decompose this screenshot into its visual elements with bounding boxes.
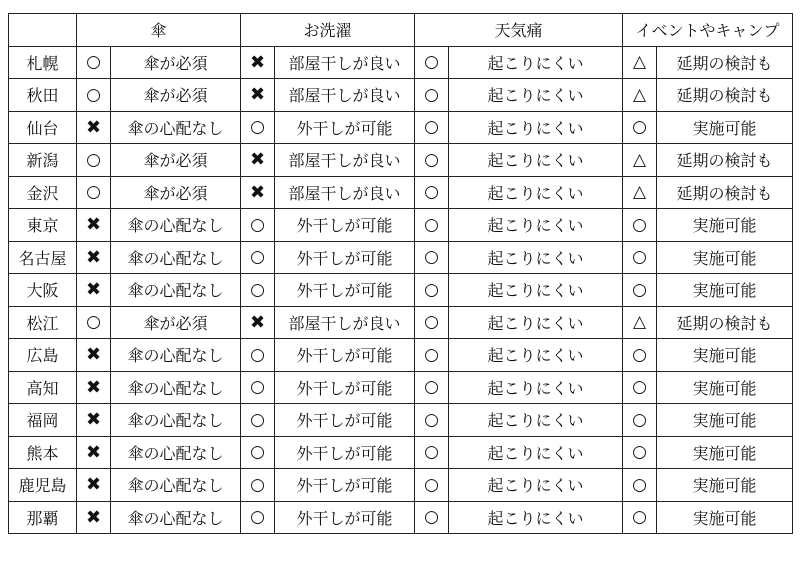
city-name: 鹿児島 [9, 469, 77, 502]
laundry-circle-mark: ○ [241, 339, 275, 372]
table-row [9, 371, 793, 404]
umbrella-text: 傘が必須 [111, 176, 241, 209]
city-name: 福岡 [9, 404, 77, 437]
event-text: 延期の検討も [657, 79, 793, 112]
laundry-circle-mark: ○ [241, 111, 275, 144]
event-text: 実施可能 [657, 501, 793, 534]
laundry-text: 外干しが可能 [275, 111, 415, 144]
table-row [9, 79, 793, 112]
umbrella-text: 傘の心配なし [111, 469, 241, 502]
header-city [9, 14, 77, 47]
laundry-text: 外干しが可能 [275, 274, 415, 307]
weather-pain-text: 起こりにくい [449, 371, 623, 404]
event-text: 延期の検討も [657, 144, 793, 177]
city-name: 札幌 [9, 46, 77, 79]
table-row [9, 404, 793, 437]
laundry-text: 外干しが可能 [275, 404, 415, 437]
event-circle-mark: ○ [623, 404, 657, 437]
header-laundry: お洗濯 [241, 14, 415, 47]
laundry-circle-mark: ○ [241, 371, 275, 404]
laundry-cross-mark: ✖ [241, 79, 275, 112]
city-name: 秋田 [9, 79, 77, 112]
umbrella-cross-mark: ✖ [77, 111, 111, 144]
city-name: 高知 [9, 371, 77, 404]
weather-pain-circle-mark: ○ [415, 404, 449, 437]
table-row [9, 436, 793, 469]
weather-pain-circle-mark: ○ [415, 339, 449, 372]
event-triangle-mark: △ [623, 306, 657, 339]
umbrella-text: 傘の心配なし [111, 274, 241, 307]
table-row [9, 144, 793, 177]
event-circle-mark: ○ [623, 469, 657, 502]
laundry-cross-mark: ✖ [241, 306, 275, 339]
umbrella-text: 傘が必須 [111, 144, 241, 177]
umbrella-cross-mark: ✖ [77, 241, 111, 274]
weather-pain-text: 起こりにくい [449, 469, 623, 502]
event-circle-mark: ○ [623, 274, 657, 307]
weather-pain-circle-mark: ○ [415, 46, 449, 79]
laundry-cross-mark: ✖ [241, 144, 275, 177]
umbrella-cross-mark: ✖ [77, 469, 111, 502]
table-row [9, 176, 793, 209]
table-row [9, 339, 793, 372]
event-text: 実施可能 [657, 274, 793, 307]
laundry-text: 外干しが可能 [275, 501, 415, 534]
event-text: 実施可能 [657, 469, 793, 502]
event-circle-mark: ○ [623, 209, 657, 242]
weather-pain-text: 起こりにくい [449, 306, 623, 339]
event-triangle-mark: △ [623, 144, 657, 177]
laundry-text: 外干しが可能 [275, 339, 415, 372]
laundry-circle-mark: ○ [241, 469, 275, 502]
umbrella-cross-mark: ✖ [77, 209, 111, 242]
event-triangle-mark: △ [623, 79, 657, 112]
event-text: 実施可能 [657, 111, 793, 144]
laundry-text: 外干しが可能 [275, 371, 415, 404]
umbrella-text: 傘の心配なし [111, 111, 241, 144]
umbrella-cross-mark: ✖ [77, 274, 111, 307]
event-text: 実施可能 [657, 339, 793, 372]
laundry-circle-mark: ○ [241, 209, 275, 242]
event-text: 実施可能 [657, 404, 793, 437]
umbrella-cross-mark: ✖ [77, 436, 111, 469]
city-name: 名古屋 [9, 241, 77, 274]
city-name: 金沢 [9, 176, 77, 209]
laundry-circle-mark: ○ [241, 274, 275, 307]
weather-pain-circle-mark: ○ [415, 436, 449, 469]
event-triangle-mark: △ [623, 176, 657, 209]
weather-index-table [8, 13, 793, 534]
umbrella-text: 傘の心配なし [111, 436, 241, 469]
event-circle-mark: ○ [623, 371, 657, 404]
table-row [9, 241, 793, 274]
city-name: 広島 [9, 339, 77, 372]
weather-pain-text: 起こりにくい [449, 144, 623, 177]
umbrella-text: 傘の心配なし [111, 241, 241, 274]
umbrella-cross-mark: ✖ [77, 339, 111, 372]
event-circle-mark: ○ [623, 241, 657, 274]
umbrella-circle-mark: ○ [77, 176, 111, 209]
laundry-cross-mark: ✖ [241, 176, 275, 209]
umbrella-text: 傘の心配なし [111, 404, 241, 437]
city-name: 松江 [9, 306, 77, 339]
city-name: 仙台 [9, 111, 77, 144]
laundry-text: 部屋干しが良い [275, 144, 415, 177]
weather-pain-circle-mark: ○ [415, 371, 449, 404]
header-row [9, 14, 793, 47]
city-name: 大阪 [9, 274, 77, 307]
laundry-text: 部屋干しが良い [275, 306, 415, 339]
city-name: 新潟 [9, 144, 77, 177]
event-circle-mark: ○ [623, 501, 657, 534]
weather-pain-circle-mark: ○ [415, 501, 449, 534]
laundry-text: 部屋干しが良い [275, 46, 415, 79]
laundry-text: 外干しが可能 [275, 209, 415, 242]
umbrella-circle-mark: ○ [77, 79, 111, 112]
umbrella-circle-mark: ○ [77, 46, 111, 79]
umbrella-circle-mark: ○ [77, 144, 111, 177]
table-body [9, 46, 793, 534]
weather-pain-circle-mark: ○ [415, 306, 449, 339]
umbrella-text: 傘が必須 [111, 79, 241, 112]
laundry-text: 部屋干しが良い [275, 79, 415, 112]
weather-pain-circle-mark: ○ [415, 469, 449, 502]
header-umbrella: 傘 [77, 14, 241, 47]
table-row [9, 111, 793, 144]
weather-pain-text: 起こりにくい [449, 501, 623, 534]
weather-pain-text: 起こりにくい [449, 339, 623, 372]
city-name: 東京 [9, 209, 77, 242]
weather-pain-text: 起こりにくい [449, 404, 623, 437]
table-row [9, 274, 793, 307]
weather-pain-circle-mark: ○ [415, 241, 449, 274]
laundry-cross-mark: ✖ [241, 46, 275, 79]
table-row [9, 209, 793, 242]
table-row [9, 46, 793, 79]
event-text: 延期の検討も [657, 46, 793, 79]
laundry-text: 外干しが可能 [275, 241, 415, 274]
weather-pain-circle-mark: ○ [415, 176, 449, 209]
umbrella-cross-mark: ✖ [77, 404, 111, 437]
umbrella-cross-mark: ✖ [77, 371, 111, 404]
laundry-circle-mark: ○ [241, 436, 275, 469]
umbrella-circle-mark: ○ [77, 306, 111, 339]
laundry-text: 外干しが可能 [275, 469, 415, 502]
weather-pain-text: 起こりにくい [449, 111, 623, 144]
weather-pain-text: 起こりにくい [449, 46, 623, 79]
event-circle-mark: ○ [623, 111, 657, 144]
weather-pain-text: 起こりにくい [449, 176, 623, 209]
event-text: 実施可能 [657, 241, 793, 274]
weather-pain-circle-mark: ○ [415, 274, 449, 307]
laundry-text: 外干しが可能 [275, 436, 415, 469]
umbrella-text: 傘の心配なし [111, 339, 241, 372]
laundry-text: 部屋干しが良い [275, 176, 415, 209]
header-event-camp: イベントやキャンプ [623, 14, 793, 47]
event-triangle-mark: △ [623, 46, 657, 79]
event-text: 実施可能 [657, 436, 793, 469]
weather-pain-text: 起こりにくい [449, 209, 623, 242]
event-text: 延期の検討も [657, 176, 793, 209]
event-circle-mark: ○ [623, 436, 657, 469]
umbrella-text: 傘の心配なし [111, 501, 241, 534]
event-text: 延期の検討も [657, 306, 793, 339]
umbrella-text: 傘の心配なし [111, 209, 241, 242]
umbrella-cross-mark: ✖ [77, 501, 111, 534]
city-name: 那覇 [9, 501, 77, 534]
laundry-circle-mark: ○ [241, 404, 275, 437]
umbrella-text: 傘が必須 [111, 46, 241, 79]
weather-pain-text: 起こりにくい [449, 436, 623, 469]
weather-pain-text: 起こりにくい [449, 241, 623, 274]
event-circle-mark: ○ [623, 339, 657, 372]
weather-pain-text: 起こりにくい [449, 79, 623, 112]
header-weather-pain: 天気痛 [415, 14, 623, 47]
laundry-circle-mark: ○ [241, 501, 275, 534]
laundry-circle-mark: ○ [241, 241, 275, 274]
table-row [9, 469, 793, 502]
city-name: 熊本 [9, 436, 77, 469]
weather-pain-circle-mark: ○ [415, 144, 449, 177]
umbrella-text: 傘の心配なし [111, 371, 241, 404]
weather-pain-circle-mark: ○ [415, 111, 449, 144]
event-text: 実施可能 [657, 209, 793, 242]
table-row [9, 501, 793, 534]
umbrella-text: 傘が必須 [111, 306, 241, 339]
table-row [9, 306, 793, 339]
event-text: 実施可能 [657, 371, 793, 404]
weather-pain-circle-mark: ○ [415, 79, 449, 112]
weather-pain-circle-mark: ○ [415, 209, 449, 242]
weather-pain-text: 起こりにくい [449, 274, 623, 307]
